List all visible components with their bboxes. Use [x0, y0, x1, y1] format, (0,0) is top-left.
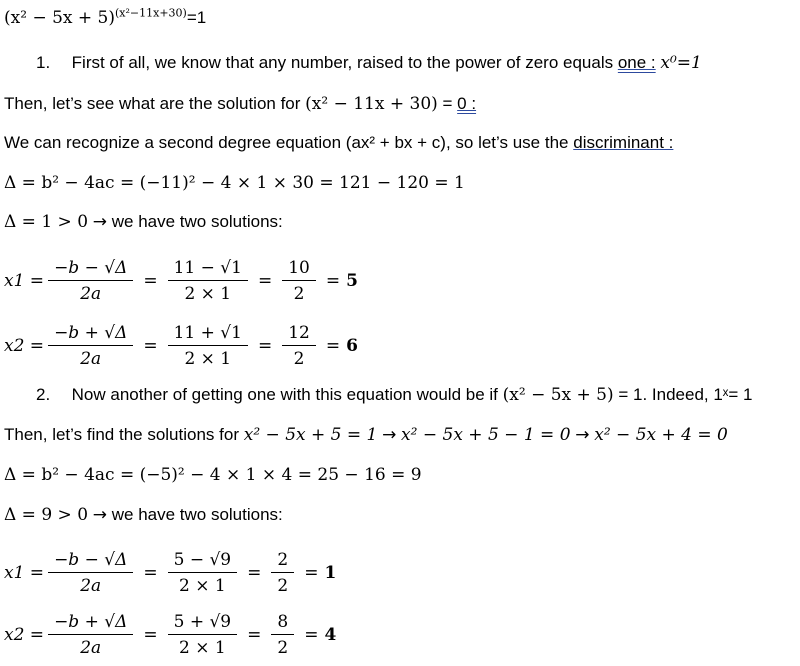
x2-second-label: x2 =: [4, 625, 45, 645]
x2-first-label: x2 =: [4, 336, 45, 356]
step-2-rest: = 1. Indeed, 1ˣ= 1: [618, 385, 753, 404]
fraction: $\frac{10}{2}$: [282, 258, 316, 304]
fraction: $\frac{11 - √1}{2 \times 1}$: [168, 258, 248, 304]
then-2-expr2: x² − 5x + 5 − 1 = 0: [401, 425, 571, 445]
then-1-prefix: Then, let’s see what are the solution for: [4, 94, 301, 113]
fraction: $\frac{2}{2}$: [271, 550, 294, 596]
then-1-eq: =: [437, 94, 458, 113]
formula-x1-first: x1 = $\frac{-b - √\Delta}{2a}$ = $\frac{11 - √1}{2 \times 1}$ = $\frac{10}{2}$ = 5: [4, 258, 358, 304]
then-2-expr1: x² − 5x + 5 = 1: [243, 425, 378, 445]
delta-1-line: Δ = b² − 4ac = (−11)² − 4 × 1 × 30 = 121 − 120 = 1: [4, 173, 465, 193]
x2-second-result: 4: [324, 625, 337, 645]
step-1: [36, 53, 702, 73]
delta-2-line: Δ = b² − 4ac = (−5)² − 4 × 1 × 4 = 25 − 16 = 9: [4, 465, 422, 485]
step-2: [36, 385, 753, 405]
delta-2-sign-text: we have two solutions:: [111, 505, 283, 524]
formula-x2-second: x2 = $\frac{-b + √\Delta}{2a}$ = $\frac{5 + √9}{2 \times 1}$ = $\frac{8}{2}$ = 4: [4, 612, 337, 658]
recognize-discriminant: discriminant :: [573, 133, 674, 152]
recognize-text: We can recognize a second degree equation (ax² + bx + c), so let’s use the: [4, 133, 569, 152]
step-1-number: 1.: [36, 53, 51, 72]
x1-second-label: x1 =: [4, 563, 45, 583]
delta-1-sign-line: [4, 212, 283, 232]
fraction: $\frac{11 + √1}{2 \times 1}$: [168, 323, 248, 369]
step-2-number: 2.: [36, 385, 51, 404]
delta-2-sign-expr: Δ = 9 > 0: [4, 505, 89, 525]
then-line-2: [4, 425, 728, 445]
fraction: $\frac{8}{2}$: [271, 612, 294, 658]
x1-first-label: x1 =: [4, 271, 45, 291]
delta-1-sign-text: we have two solutions:: [111, 212, 283, 231]
arrow-icon: →: [92, 212, 107, 232]
fraction: $\frac{12}{2}$: [282, 323, 316, 369]
x1-first-result: 5: [346, 271, 358, 291]
x1-second-result: 1: [324, 563, 337, 583]
then-line-1: [4, 94, 476, 114]
step-2-expr: (x² − 5x + 5): [502, 385, 614, 405]
fraction: $\frac{-b + √\Delta}{2a}$: [48, 323, 133, 369]
formula-x2-first: x2 = $\frac{-b + √\Delta}{2a}$ = $\frac{11 + √1}{2 \times 1}$ = $\frac{12}{2}$ = 6: [4, 323, 358, 369]
formula-x1-second: x1 = $\frac{-b - √\Delta}{2a}$ = $\frac{5 - √9}{2 \times 1}$ = $\frac{2}{2}$ = 1: [4, 550, 337, 596]
then-1-expr: (x² − 11x + 30): [305, 94, 438, 114]
header-equation: [4, 8, 206, 28]
fraction: $\frac{5 + √9}{2 \times 1}$: [168, 612, 238, 658]
step-1-rule: x⁰=1: [660, 53, 702, 73]
header-rhs: =1: [186, 8, 207, 27]
arrow-icon: →: [92, 505, 107, 525]
then-2-prefix: Then, let’s find the solutions for: [4, 425, 239, 444]
recognize-line: [4, 133, 673, 153]
fraction: $\frac{-b - √\Delta}{2a}$: [48, 258, 133, 304]
fraction: $\frac{5 - √9}{2 \times 1}$: [168, 550, 238, 596]
arrow-icon: →: [382, 425, 397, 445]
header-base: (x² − 5x + 5): [4, 8, 115, 28]
step-1-one: one :: [617, 53, 656, 72]
arrow-icon: →: [575, 425, 590, 445]
fraction: $\frac{-b + √\Delta}{2a}$: [48, 612, 133, 658]
delta-1-sign-expr: Δ = 1 > 0: [4, 212, 89, 232]
then-1-zero: 0 :: [457, 94, 477, 113]
delta-2-sign-line: [4, 505, 283, 525]
step-2-text: Now another of getting one with this equation would be if: [71, 385, 498, 404]
fraction: $\frac{-b - √\Delta}{2a}$: [48, 550, 133, 596]
x2-first-result: 6: [346, 336, 358, 356]
step-1-text: First of all, we know that any number, raised to the power of zero equals: [71, 53, 614, 72]
header-exponent: (x²−11x+30): [115, 6, 187, 20]
then-2-expr3: x² − 5x + 4 = 0: [594, 425, 728, 445]
